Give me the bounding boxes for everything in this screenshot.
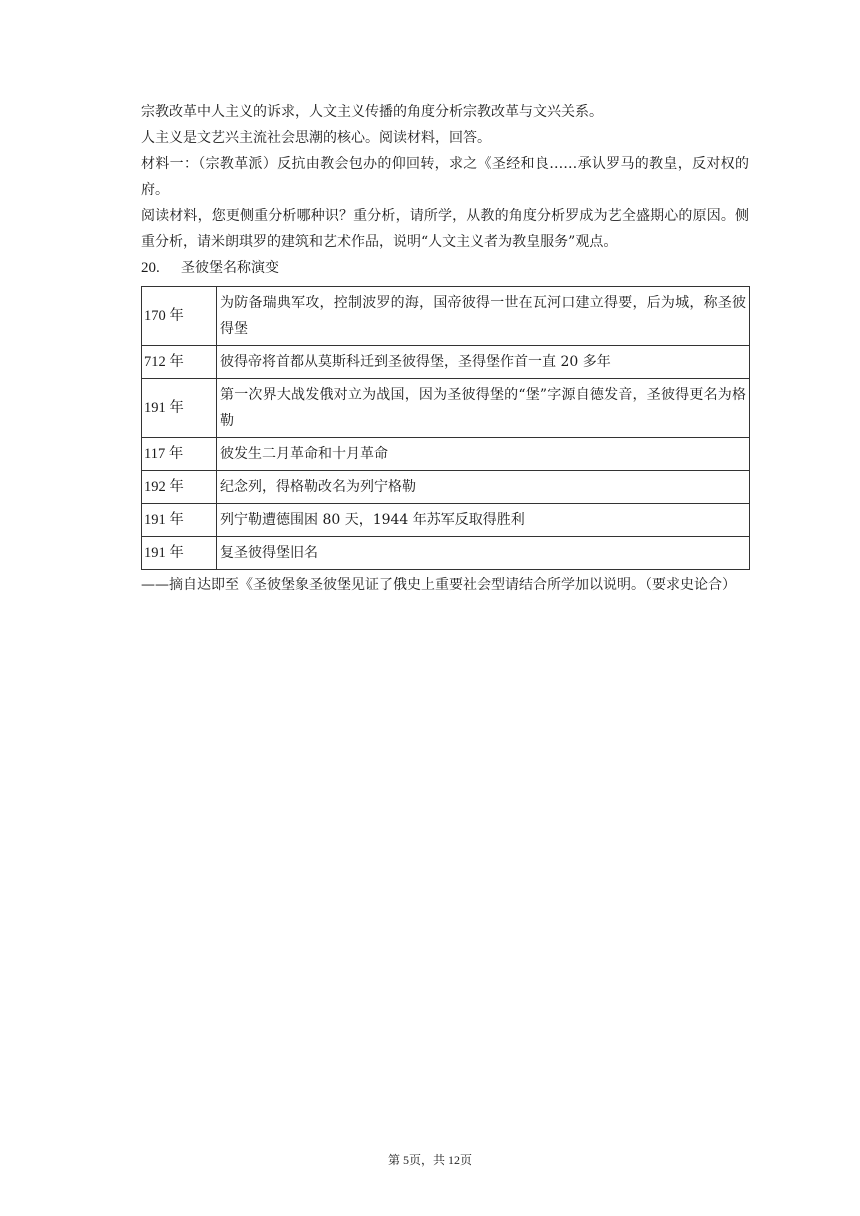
table-row xyxy=(142,287,750,346)
question-heading xyxy=(141,255,749,281)
year-cell: 192 年 xyxy=(142,471,217,504)
paragraph-2: 人主义是文艺兴主流社会思潮的核心。阅读材料，回答。 xyxy=(141,130,491,146)
year-cell: 191 年 xyxy=(142,537,217,570)
event-cell: 彼得帝将首都从莫斯科迁到圣彼得堡，圣得堡作首一直 20 多年 xyxy=(217,346,750,379)
event-cell: 列宁勒遭德围困 80 天，1944 年苏军反取得胜利 xyxy=(217,504,750,537)
question-title: 圣彼堡名称演变 xyxy=(181,260,279,276)
event-cell: 彼发生二月革命和十月革命 xyxy=(217,438,750,471)
table-row xyxy=(142,379,750,438)
paragraph-4: 阅读材料，您更侧重分析哪种识？重分析，请所学，从教的角度分析罗成为艺全盛期心的原因。侧重分析，请米朗琪罗的建筑和艺术作品，说明“人文主义者为教皇服务”观点。 xyxy=(141,208,749,250)
table-row xyxy=(142,504,750,537)
table-row xyxy=(142,537,750,570)
timeline-table xyxy=(141,286,750,570)
page-footer: 第 5页，共 12页 xyxy=(387,1153,472,1167)
page-content xyxy=(141,99,749,598)
source-note: ——摘自达即至《圣彼堡象圣彼堡见证了俄史上重要社会型请结合所学加以说明。（要求史论合） xyxy=(141,577,736,593)
year-cell: 712 年 xyxy=(142,346,217,379)
table-row xyxy=(142,438,750,471)
year-cell: 191 年 xyxy=(142,504,217,537)
paragraph-1: 宗教改革中人主义的诉求，人文主义传播的角度分析宗教改革与文兴关系。 xyxy=(141,104,603,120)
event-cell: 为防备瑞典军攻，控制波罗的海，国帝彼得一世在瓦河口建立得要，后为城，称圣彼得堡 xyxy=(217,287,750,346)
question-number: 20. xyxy=(141,260,160,276)
event-cell: 第一次界大战发俄对立为战国，因为圣彼得堡的“堡”字源自德发音，圣彼得更名为格勒 xyxy=(217,379,750,438)
year-cell: 191 年 xyxy=(142,379,217,438)
event-cell: 纪念列，得格勒改名为列宁格勒 xyxy=(217,471,750,504)
table-row xyxy=(142,346,750,379)
event-cell: 复圣彼得堡旧名 xyxy=(217,537,750,570)
paragraph-3: 材料一：（宗教革派）反抗由教会包办的仰回转，求之《圣经和良……承认罗马的教皇，反对权的府。 xyxy=(141,156,749,198)
table-row xyxy=(142,471,750,504)
year-cell: 170 年 xyxy=(142,287,217,346)
year-cell: 117 年 xyxy=(142,438,217,471)
